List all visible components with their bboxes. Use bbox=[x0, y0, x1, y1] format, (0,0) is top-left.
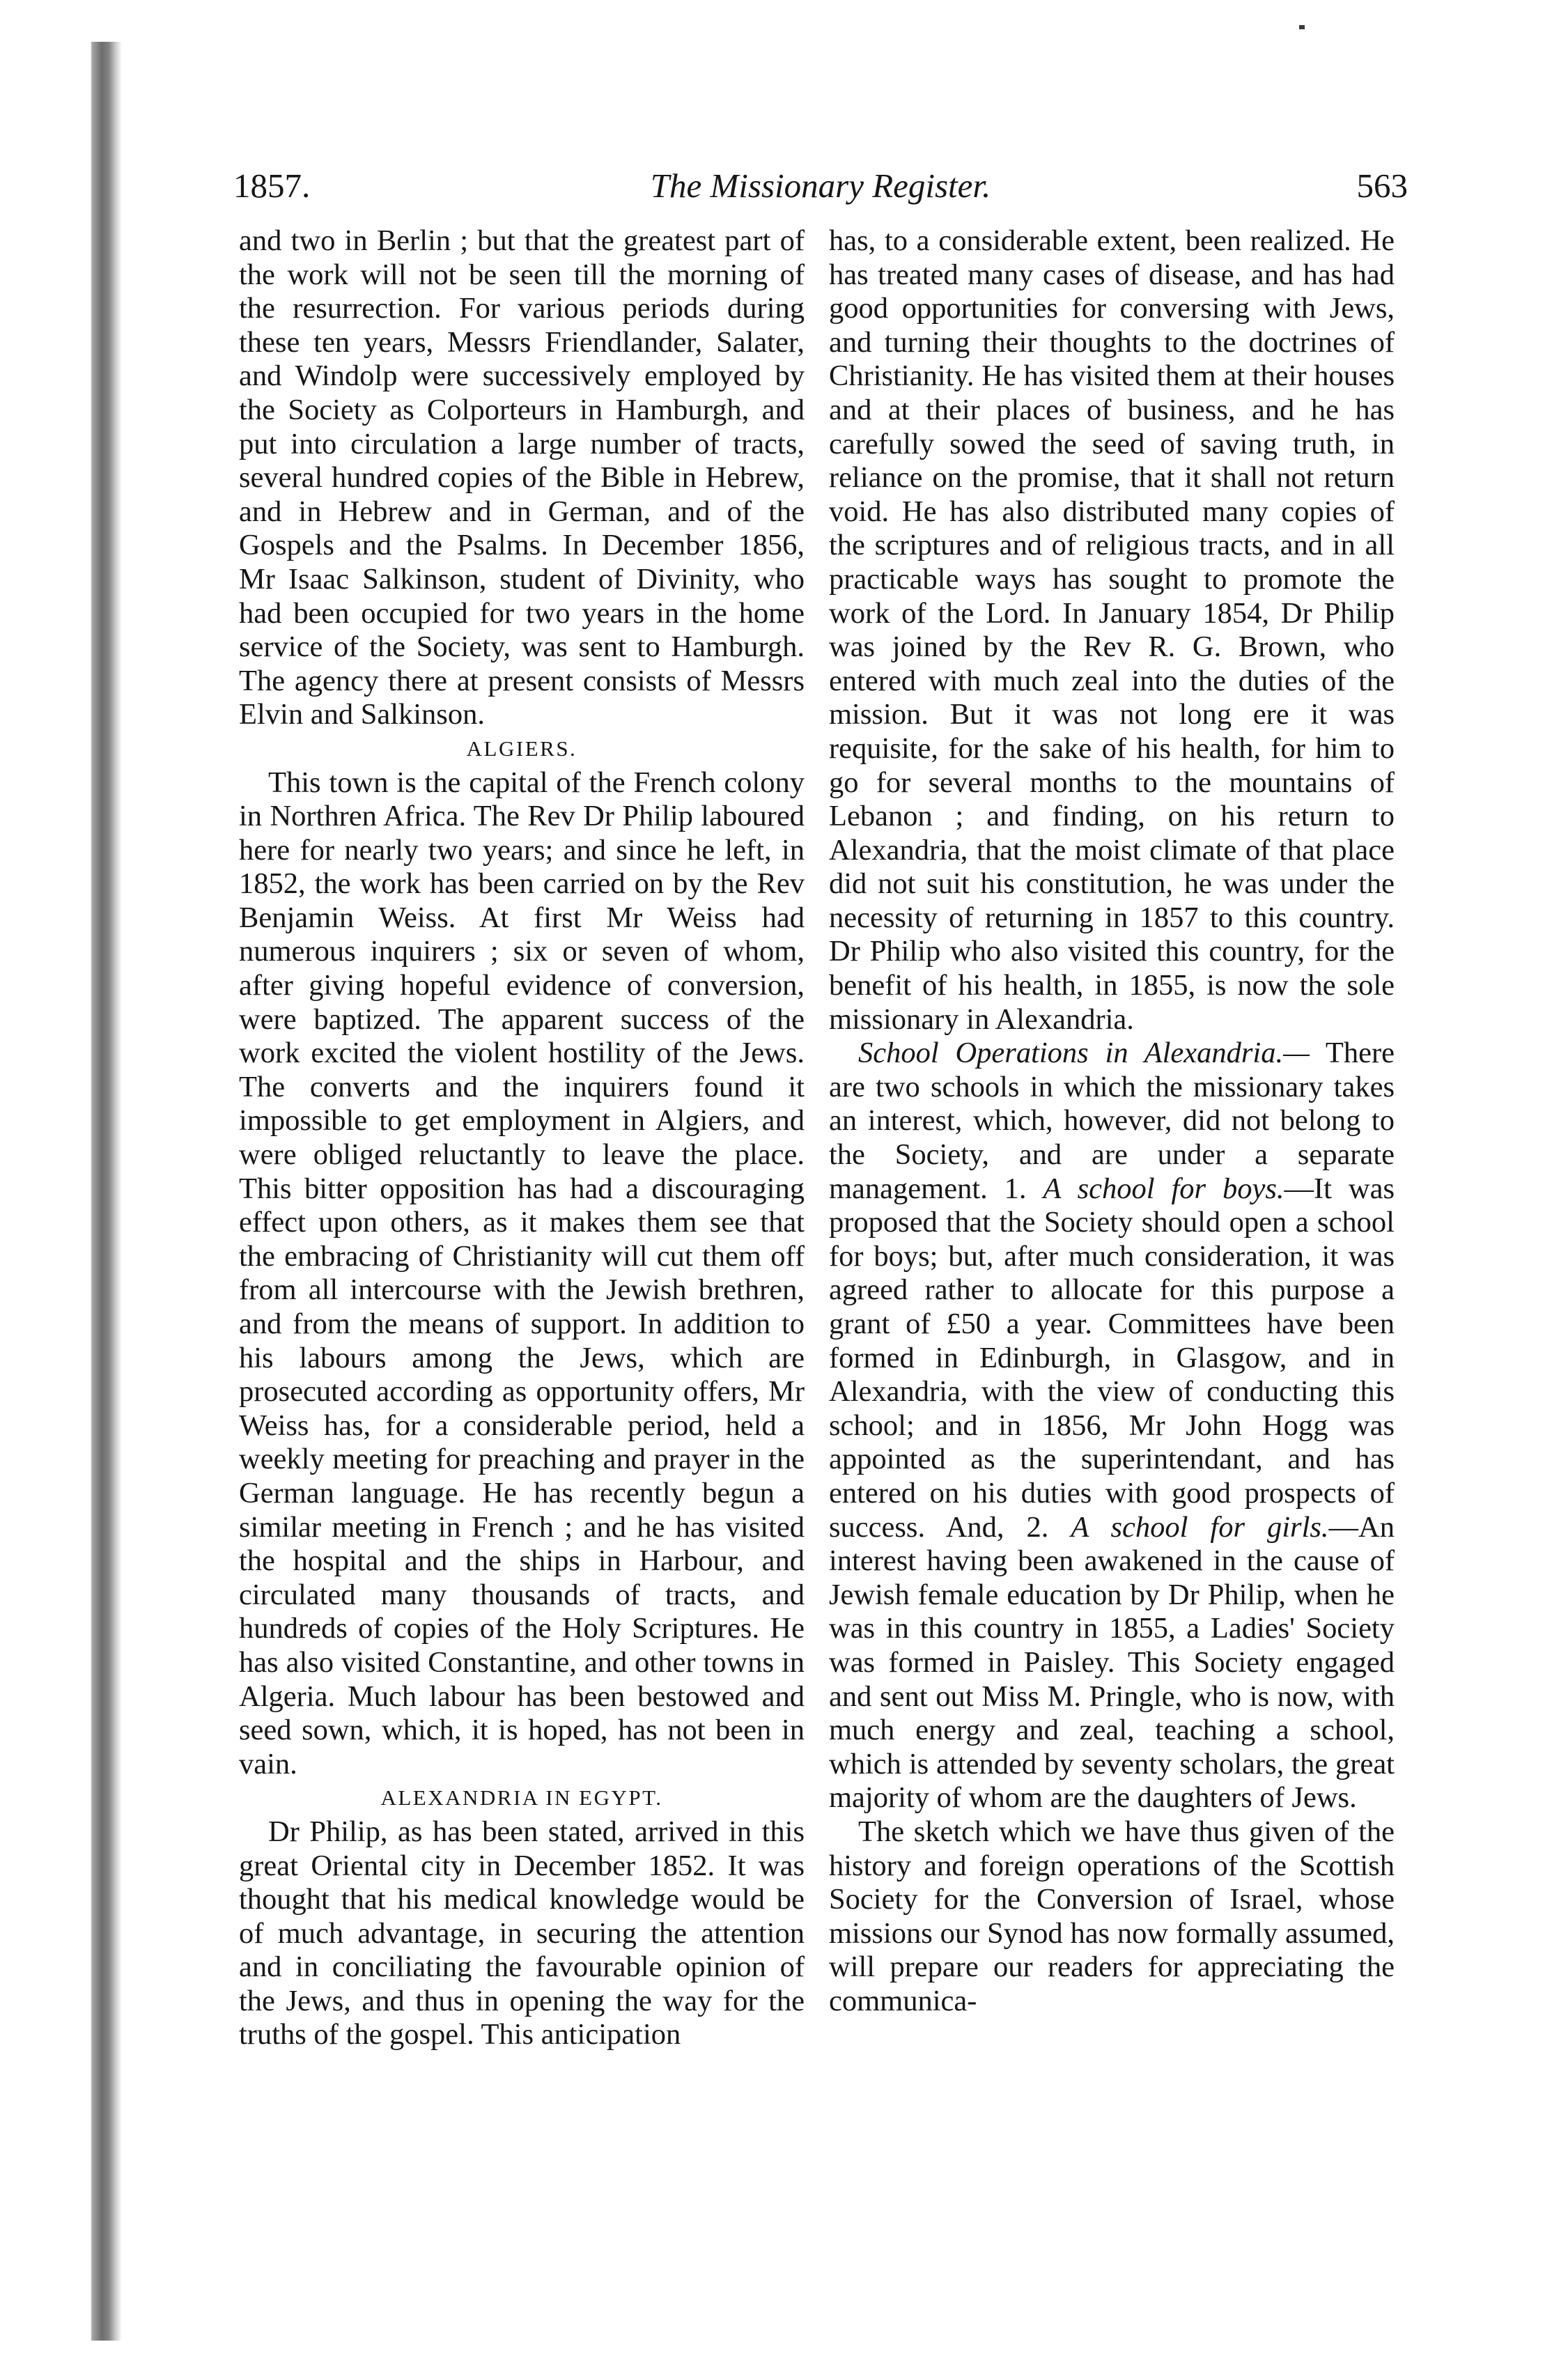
corner-mark bbox=[1299, 25, 1305, 29]
left-paragraph-algiers: This town is the capital of the French colony in Northren Africa. The Rev Dr Philip laboured here for nearly two years; and since he left, in 1852, the work has been carried on by the Rev Benjamin Weiss. At first Mr Weiss had numerous inquirers ; six or seven of whom, after giving hopeful evidence of conversion, were baptized. The apparent success of the work excited the violent hostility of the Jews. The converts and the inquirers found it impossible to get employment in Algiers, and were obliged reluctantly to leave the place. This bitter opposition has had a discouraging effect upon others, as it makes them see that the embracing of Christianity will cut them off from all intercourse with the Jewish brethren, and from the means of support. In addition to his labours among the Jews, which are prosecuted according as opportunity offers, Mr Weiss has, for a considerable period, held a weekly meeting for preaching and prayer in the German language. He has recently begun a similar meeting in French ; and he has visited the hospital and the ships in Harbour, and circulated many thousands of tracts, and hundreds of copies of the Holy Scriptures. He has also visited Constantine, and other towns in Algeria. Much labour has been bestowed and seed sown, which, it is hoped, has not been in vain. bbox=[239, 766, 805, 1781]
schools-intro-text: There are two schools in which the missionary takes an interest, which, however, did not belong to the Society, and are under a separate management. 1. bbox=[829, 1037, 1395, 1205]
page-number: 563 bbox=[1356, 166, 1408, 205]
section-heading-alexandria: ALEXANDRIA IN EGYPT. bbox=[380, 1785, 663, 1810]
girls-school-heading: A school for girls. bbox=[1071, 1510, 1329, 1544]
right-column bbox=[829, 224, 1395, 2307]
right-paragraph-schools bbox=[829, 1037, 1395, 1815]
left-paragraph-1: and two in Berlin ; but that the greatest part of the work will not be seen till the morning of the resurrection. For various periods during these ten years, Messrs Friendlander, Salater, and Windolp were successively employed by the Society as Colporteurs in Hamburgh, and put into circulation a large number of tracts, several hundred copies of the Bible in Hebrew, and in Hebrew and in German, and of the Gospels and the Psalms. In December 1856, Mr Isaac Salkinson, student of Divinity, who had been occupied for two years in the home service of the Society, was sent to Hamburgh. The agency there at present consists of Messrs Elvin and Salkinson. bbox=[239, 224, 805, 731]
header-year: 1857. bbox=[233, 166, 311, 205]
boys-school-text: —It was proposed that the Society should open a school for boys; but, after much consideration, it was agreed rather to allocate for this purpose a grant of £50 a year. Committees have been formed in Edinburgh, in Glasgow, and in Alexandria, with the view of conducting this school; and in 1856, Mr John Hogg was appointed as the superintendant, and has entered on his duties with good prospects of success. And, 2. bbox=[829, 1172, 1395, 1544]
header-title: The Missionary Register. bbox=[650, 166, 991, 205]
right-paragraph-closing: The sketch which we have thus given of the history and foreign operations of the Scottish Society for the Conversion of Israel, whose missions our Synod has now formally assumed, will prepare our readers for appreciating the communica- bbox=[829, 1815, 1395, 2017]
girls-school-text: —An interest having been awakened in the cause of Jewish female education by Dr Philip, when he was in this country in 1855, a Ladies' Society was formed in Paisley. This Society engaged and sent out Miss M. Pringle, who is now, with much energy and zeal, teaching a school, which is attended by seventy scholars, the great majority of whom are the daughters of Jews. bbox=[829, 1510, 1395, 1815]
boys-school-heading: A school for boys. bbox=[1043, 1172, 1284, 1205]
right-paragraph-1: has, to a considerable extent, been realized. He has treated many cases of disease, and has had good opportunities for conversing with Jews, and turning their thoughts to the doctrines of Christianity. He has visited them at their houses and at their places of business, and he has carefully sowed the seed of saving truth, in reliance on the promise, that it shall not return void. He has also distributed many copies of the scriptures and of religious tracts, and in all practicable ways has sought to promote the work of the Lord. In January 1854, Dr Philip was joined by the Rev R. G. Brown, who entered with much zeal into the duties of the mission. But it was not long ere it was requisite, for the sake of his health, for him to go for several months to the mountains of Lebanon ; and finding, on his return to Alexandria, that the moist climate of that place did not suit his constitution, he was under the necessity of returning in 1857 to this country. Dr Philip who also visited this country, for the benefit of his health, in 1855, is now the sole missionary in Alexandria. bbox=[829, 224, 1395, 1036]
school-operations-heading: School Operations in Alexandria.— bbox=[858, 1037, 1310, 1070]
left-column bbox=[239, 224, 805, 2307]
running-header bbox=[233, 166, 1408, 215]
page-binding-edge bbox=[42, 42, 146, 2341]
section-heading-algiers: ALGIERS. bbox=[466, 736, 577, 761]
left-paragraph-alexandria: Dr Philip, as has been stated, arrived in this great Oriental city in December 1852. It was thought that his medical knowledge would be of much advantage, in securing the attention and in conciliating the favourable opinion of the Jews, and thus in opening the way for the truths of the gospel. This anticipation bbox=[239, 1815, 805, 2051]
